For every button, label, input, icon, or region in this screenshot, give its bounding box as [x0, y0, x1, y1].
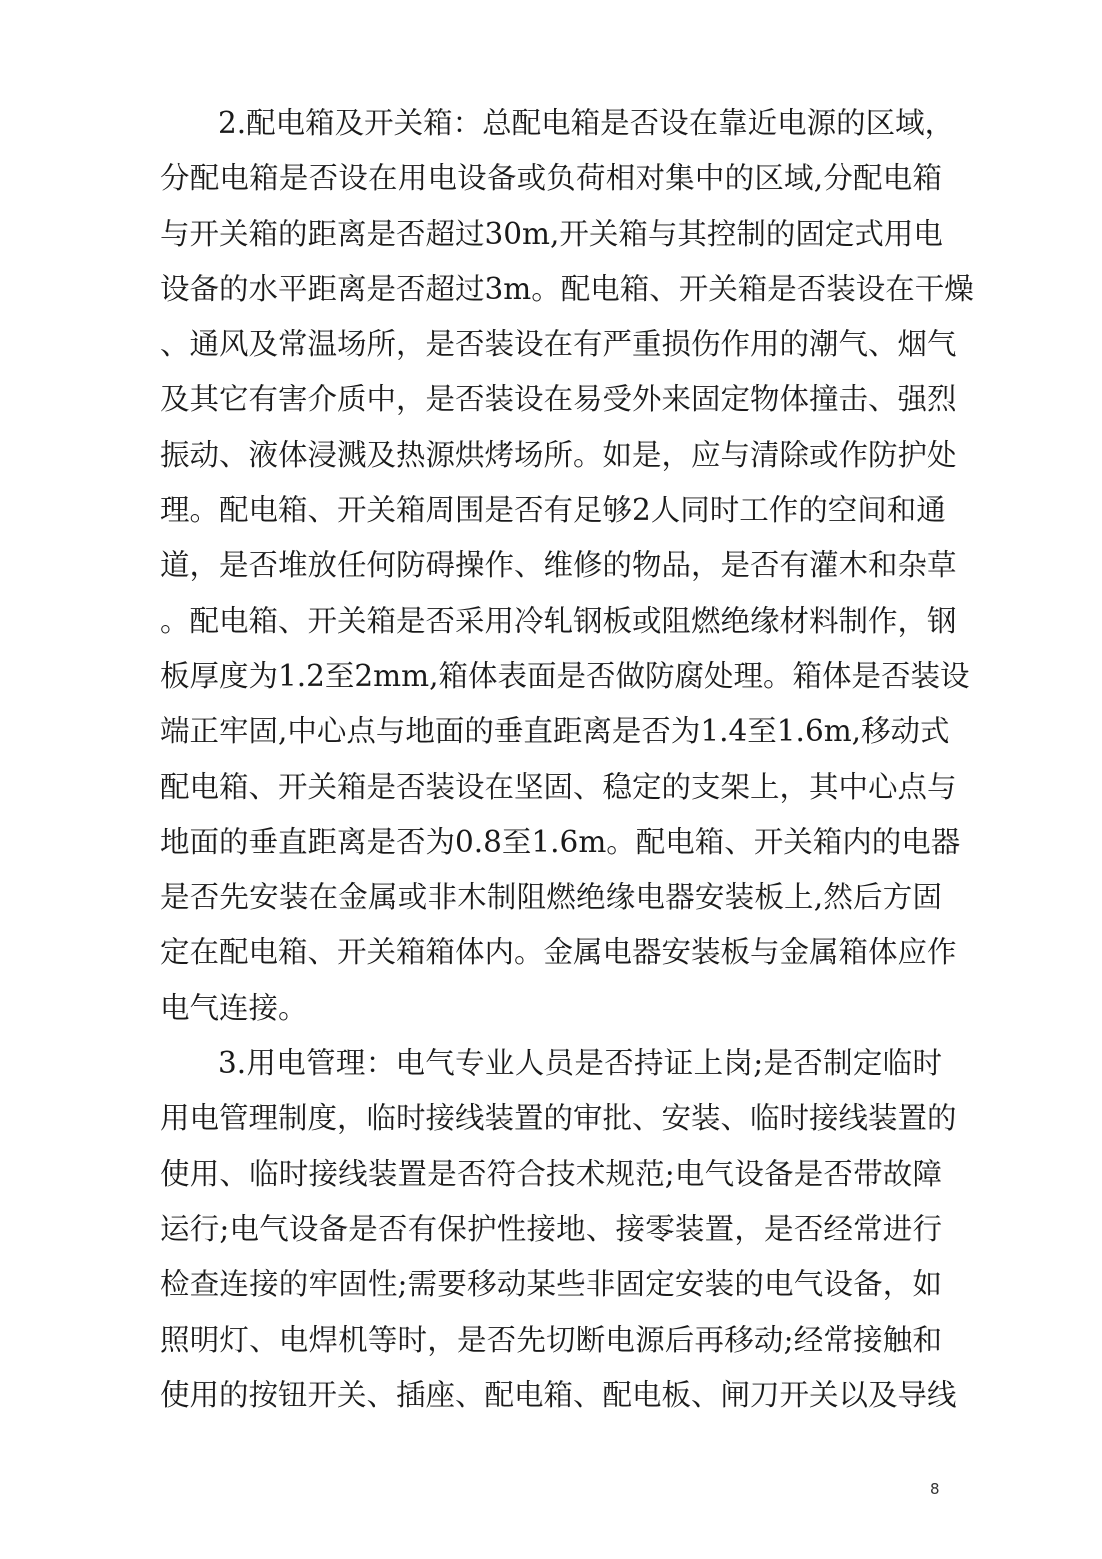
document-body — [160, 96, 974, 1423]
text-line: 。配电箱、开关箱是否采用冷轧钢板或阻燃绝缘材料制作，钢 — [160, 603, 957, 638]
text-line: 端正牢固,中心点与地面的垂直距离是否为1.4至1.6m,移动式 — [160, 714, 950, 749]
text-line: 使用、临时接线装置是否符合技术规范;电气设备是否带故障 — [160, 1156, 942, 1191]
text-line: 与开关箱的距离是否超过30m,开关箱与其控制的固定式用电 — [160, 216, 943, 251]
text-line: 、通风及常温场所，是否装设在有严重损伤作用的潮气、烟气 — [160, 327, 957, 362]
text-line: 定在配电箱、开关箱箱体内。金属电器安装板与金属箱体应作 — [160, 935, 957, 970]
text-line: 照明灯、电焊机等时，是否先切断电源后再移动;经常接触和 — [160, 1322, 942, 1357]
text-line: 检查连接的牢固性;需要移动某些非固定安装的电气设备，如 — [160, 1267, 942, 1302]
text-line: 运行;电气设备是否有保护性接地、接零装置，是否经常进行 — [160, 1211, 942, 1246]
text-line: 地面的垂直距离是否为0.8至1.6m。配电箱、开关箱内的电器 — [160, 824, 961, 859]
text-line: 配电箱、开关箱是否装设在坚固、稳定的支架上，其中心点与 — [160, 769, 957, 804]
text-line: 是否先安装在金属或非木制阻燃绝缘电器安装板上,然后方固 — [160, 880, 942, 915]
text-line: 分配电箱是否设在用电设备或负荷相对集中的区域,分配电箱 — [160, 161, 942, 196]
page-number: 8 — [930, 1480, 940, 1498]
text-line: 3.用电管理：电气专业人员是否持证上岗;是否制定临时 — [218, 1046, 942, 1081]
text-line: 振动、液体浸溅及热源烘烤场所。如是，应与清除或作防护处 — [160, 437, 957, 472]
text-line: 设备的水平距离是否超过3m。配电箱、开关箱是否装设在干燥 — [160, 271, 974, 306]
text-line: 使用的按钮开关、插座、配电箱、配电板、闸刀开关以及导线 — [160, 1377, 957, 1412]
paragraph-distribution-boxes — [160, 96, 974, 1036]
text-line: 2.配电箱及开关箱：总配电箱是否设在靠近电源的区域， — [218, 106, 955, 140]
text-line: 电气连接。 — [160, 990, 308, 1025]
text-line: 板厚度为1.2至2mm,箱体表面是否做防腐处理。箱体是否装设 — [160, 658, 970, 693]
text-line: 理。配电箱、开关箱周围是否有足够2人同时工作的空间和通 — [160, 493, 946, 528]
text-line: 用电管理制度，临时接线装置的审批、安装、临时接线装置的 — [160, 1101, 957, 1136]
text-line: 及其它有害介质中，是否装设在易受外来固定物体撞击、强烈 — [160, 382, 957, 417]
paragraph-electricity-management — [160, 1036, 957, 1423]
text-line: 道，是否堆放任何防碍操作、维修的物品，是否有灌木和杂草 — [160, 548, 957, 583]
